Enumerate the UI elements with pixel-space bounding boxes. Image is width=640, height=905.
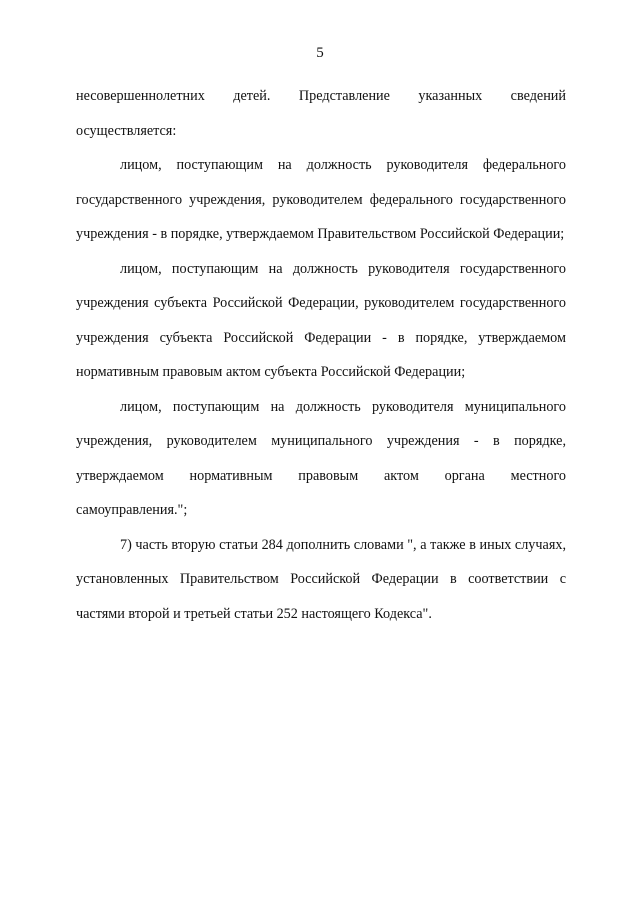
paragraph-municipal-institution: лицом, поступающим на должность руководителя муниципального учреждения, руководителем муниципального учреждения - в порядке, утверждаемом нормативным правовым актом органа местного самоуправления."; xyxy=(76,398,566,518)
page-number: 5 xyxy=(316,45,324,61)
paragraph-item-7: 7) часть вторую статьи 284 дополнить словами ", а также в иных случаях, установленных Правительством Российской Федерации в соответствии с частями второй и третьей статьи 252 настоящего Кодекса". xyxy=(76,536,566,622)
paragraph-regional-institution: лицом, поступающим на должность руководителя государственного учреждения субъекта Российской Федерации, руководителем государственного учреждения субъекта Российской Федерации - в порядке, утверждаемом нормативным правовым актом субъекта Российской Федерации; xyxy=(76,260,566,380)
document-body xyxy=(76,79,566,631)
paragraph-federal-institution: лицом, поступающим на должность руководителя федерального государственного учреждения, руководителем федерального государственного учреждения - в порядке, утверждаемом Правительством Российской Федерации; xyxy=(76,157,566,242)
paragraph-continuation: несовершеннолетних детей. Представление указанных сведений осуществляется: xyxy=(76,88,566,139)
